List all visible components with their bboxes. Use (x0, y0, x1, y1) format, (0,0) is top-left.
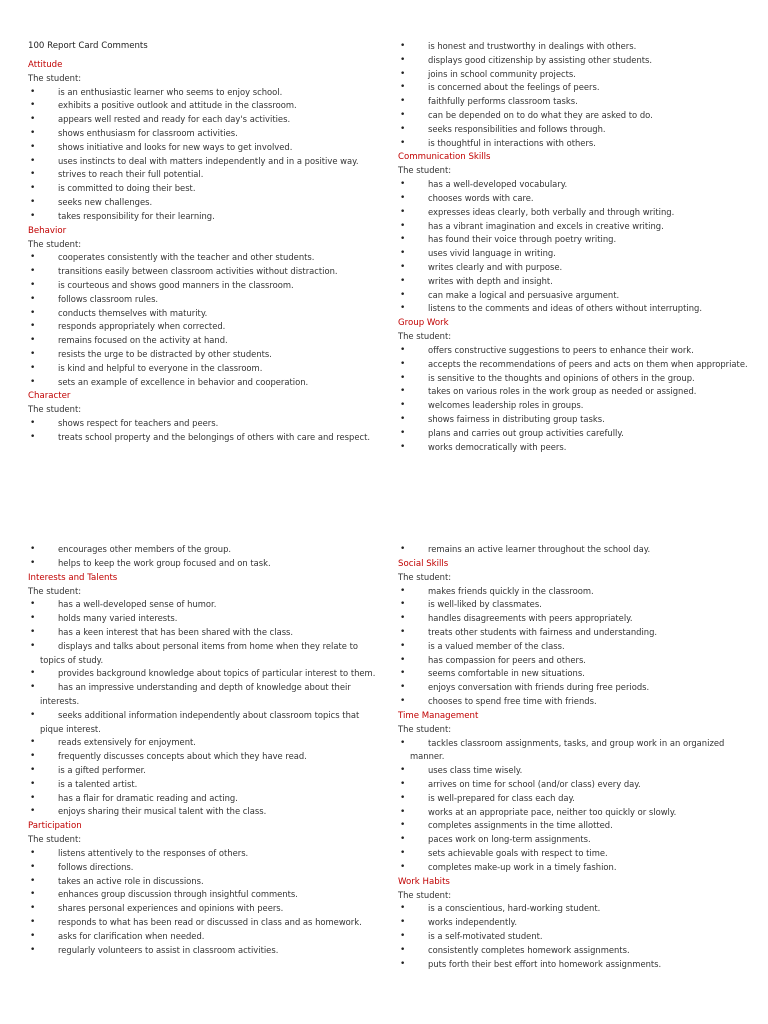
list-item: • is a self-motivated student. (398, 930, 748, 944)
list-item: • is kind and helpful to everyone in the classroom. (28, 362, 378, 376)
comment-list (28, 86, 378, 224)
list-item: • is committed to doing their best. (28, 182, 378, 196)
list-item: • sets achievable goals with respect to time. (398, 847, 748, 861)
list-item: • regularly volunteers to assist in classroom activities. (28, 944, 378, 958)
list-item: • accepts the recommendations of peers and acts on them when appropriate. (398, 358, 748, 372)
list-item: • has a well-developed sense of humor. (28, 598, 378, 612)
list-item: • completes assignments in the time allotted. (398, 819, 748, 833)
list-item: • seeks additional information independently about classroom topics that pique interest. (28, 709, 378, 737)
lead-list (398, 40, 748, 150)
list-item: • writes with depth and insight. (398, 275, 748, 289)
list-item: • encourages other members of the group. (28, 543, 378, 557)
section-heading: Group Work (398, 318, 449, 329)
list-item: • is honest and trustworthy in dealings with others. (398, 40, 748, 54)
list-item: • is a talented artist. (28, 778, 378, 792)
page1-right-column (398, 40, 748, 454)
list-item: • shows fairness in distributing group tasks. (398, 413, 748, 427)
list-item: • resists the urge to be distracted by other students. (28, 348, 378, 362)
list-item: • remains an active learner throughout the school day. (398, 543, 748, 557)
section-heading: Work Habits (398, 876, 450, 887)
list-item: • welcomes leadership roles in groups. (398, 399, 748, 413)
list-item: • chooses to spend free time with friends. (398, 695, 748, 709)
list-item: • frequently discusses concepts about which they have read. (28, 750, 378, 764)
list-item: • is an enthusiastic learner who seems to enjoy school. (28, 86, 378, 100)
list-item: • seems comfortable in new situations. (398, 667, 748, 681)
list-item: • listens attentively to the responses of others. (28, 847, 378, 861)
list-item: • sets an example of excellence in behavior and cooperation. (28, 376, 378, 390)
section-intro: The student: (28, 585, 82, 596)
comment-list (28, 251, 378, 389)
list-item: • helps to keep the work group focused and on task. (28, 557, 378, 571)
list-item: • faithfully performs classroom tasks. (398, 95, 748, 109)
section-intro: The student: (28, 404, 82, 415)
section-intro: The student: (28, 238, 82, 249)
section-intro: The student: (398, 889, 452, 900)
section-heading: Character (28, 391, 71, 402)
list-item: • shares personal experiences and opinions with peers. (28, 902, 378, 916)
list-item: • can make a logical and persuasive argument. (398, 289, 748, 303)
list-item: • listens to the comments and ideas of others without interrupting. (398, 302, 748, 316)
list-item: • follows classroom rules. (28, 293, 378, 307)
list-item: • displays good citizenship by assisting other students. (398, 54, 748, 68)
list-item: • treats school property and the belongings of others with care and respect. (28, 431, 378, 445)
list-item: • works at an appropriate pace, neither too quickly or slowly. (398, 806, 748, 820)
section-heading: Interests and Talents (28, 572, 118, 583)
list-item: • works democratically with peers. (398, 441, 748, 455)
list-item: • transitions easily between classroom activities without distraction. (28, 265, 378, 279)
list-item: • is a valued member of the class. (398, 640, 748, 654)
lead-list (28, 543, 378, 571)
list-item: • has compassion for peers and others. (398, 654, 748, 668)
list-item: • makes friends quickly in the classroom. (398, 585, 748, 599)
section-heading: Communication Skills (398, 152, 491, 163)
list-item: • has a vibrant imagination and excels in creative writing. (398, 220, 748, 234)
list-item: • plans and carries out group activities carefully. (398, 427, 748, 441)
section-intro: The student: (398, 165, 452, 176)
section-intro: The student: (398, 723, 452, 734)
page2-left-column (28, 543, 378, 957)
sections (28, 571, 378, 958)
list-item: • can be depended on to do what they are asked to do. (398, 109, 748, 123)
list-item: • arrives on time for school (and/or class) every day. (398, 778, 748, 792)
list-item: • seeks responsibilities and follows through. (398, 123, 748, 137)
list-item: • appears well rested and ready for each day's activities. (28, 113, 378, 127)
list-item: • responds appropriately when corrected. (28, 320, 378, 334)
list-item: • tackles classroom assignments, tasks, and group work in an organized manner. (398, 737, 748, 765)
list-item: • has a well-developed vocabulary. (398, 178, 748, 192)
list-item: • shows initiative and looks for new ways to get involved. (28, 141, 378, 155)
section-heading: Behavior (28, 225, 67, 236)
sections (28, 58, 378, 445)
page2-right-column (398, 543, 748, 971)
section-heading: Attitude (28, 59, 63, 70)
list-item: • is well-prepared for class each day. (398, 792, 748, 806)
list-item: • displays and talks about personal items from home when they relate to topics of study. (28, 640, 378, 668)
list-item: • uses vivid language in writing. (398, 247, 748, 261)
list-item: • is a conscientious, hard-working student. (398, 902, 748, 916)
list-item: • takes on various roles in the work group as needed or assigned. (398, 385, 748, 399)
list-item: • has found their voice through poetry writing. (398, 233, 748, 247)
list-item: • seeks new challenges. (28, 196, 378, 210)
list-item: • consistently completes homework assignments. (398, 944, 748, 958)
list-item: • uses instincts to deal with matters independently and in a positive way. (28, 155, 378, 169)
lead-list (398, 543, 748, 557)
list-item: • expresses ideas clearly, both verbally and through writing. (398, 206, 748, 220)
comment-list (398, 585, 748, 709)
section-intro: The student: (28, 72, 82, 83)
list-item: • responds to what has been read or discussed in class and as homework. (28, 916, 378, 930)
list-item: • chooses words with care. (398, 192, 748, 206)
list-item: • shows enthusiasm for classroom activities. (28, 127, 378, 141)
list-item: • is sensitive to the thoughts and opinions of others in the group. (398, 372, 748, 386)
section-intro: The student: (398, 331, 452, 342)
list-item: • holds many varied interests. (28, 612, 378, 626)
section-heading: Participation (28, 821, 82, 832)
list-item: • has a flair for dramatic reading and acting. (28, 792, 378, 806)
comment-list (398, 737, 748, 875)
section-heading: Time Management (398, 710, 479, 721)
comment-list (28, 417, 378, 445)
list-item: • enjoys sharing their musical talent with the class. (28, 805, 378, 819)
list-item: • cooperates consistently with the teacher and other students. (28, 251, 378, 265)
list-item: • shows respect for teachers and peers. (28, 417, 378, 431)
list-item: • treats other students with fairness and understanding. (398, 626, 748, 640)
page1-left-column (28, 40, 378, 445)
list-item: • strives to reach their full potential. (28, 168, 378, 182)
list-item: • has a keen interest that has been shared with the class. (28, 626, 378, 640)
list-item: • is thoughtful in interactions with others. (398, 137, 748, 151)
list-item: • remains focused on the activity at hand. (28, 334, 378, 348)
list-item: • offers constructive suggestions to peers to enhance their work. (398, 344, 748, 358)
document-title: 100 Report Card Comments (28, 41, 148, 51)
list-item: • puts forth their best effort into homework assignments. (398, 958, 748, 972)
list-item: • writes clearly and with purpose. (398, 261, 748, 275)
section-intro: The student: (398, 571, 452, 582)
list-item: • joins in school community projects. (398, 68, 748, 82)
list-item: • works independently. (398, 916, 748, 930)
list-item: • is concerned about the feelings of peers. (398, 81, 748, 95)
list-item: • is a gifted performer. (28, 764, 378, 778)
comment-list (28, 847, 378, 957)
comment-list (398, 344, 748, 454)
list-item: • enhances group discussion through insightful comments. (28, 888, 378, 902)
list-item: • provides background knowledge about topics of particular interest to them. (28, 667, 378, 681)
list-item: • takes an active role in discussions. (28, 875, 378, 889)
list-item: • is well-liked by classmates. (398, 598, 748, 612)
sections (398, 150, 748, 454)
section-intro: The student: (28, 834, 82, 845)
sections (398, 557, 748, 972)
list-item: • enjoys conversation with friends during free periods. (398, 681, 748, 695)
comment-list (398, 902, 748, 971)
comment-list (28, 598, 378, 819)
list-item: • asks for clarification when needed. (28, 930, 378, 944)
list-item: • conducts themselves with maturity. (28, 307, 378, 321)
list-item: • paces work on long-term assignments. (398, 833, 748, 847)
list-item: • is courteous and shows good manners in the classroom. (28, 279, 378, 293)
list-item: • completes make-up work in a timely fashion. (398, 861, 748, 875)
list-item: • reads extensively for enjoyment. (28, 736, 378, 750)
list-item: • exhibits a positive outlook and attitude in the classroom. (28, 99, 378, 113)
list-item: • takes responsibility for their learning. (28, 210, 378, 224)
list-item: • uses class time wisely. (398, 764, 748, 778)
comment-list (398, 178, 748, 316)
section-heading: Social Skills (398, 558, 449, 569)
list-item: • follows directions. (28, 861, 378, 875)
list-item: • has an impressive understanding and depth of knowledge about their interests. (28, 681, 378, 709)
list-item: • handles disagreements with peers appropriately. (398, 612, 748, 626)
